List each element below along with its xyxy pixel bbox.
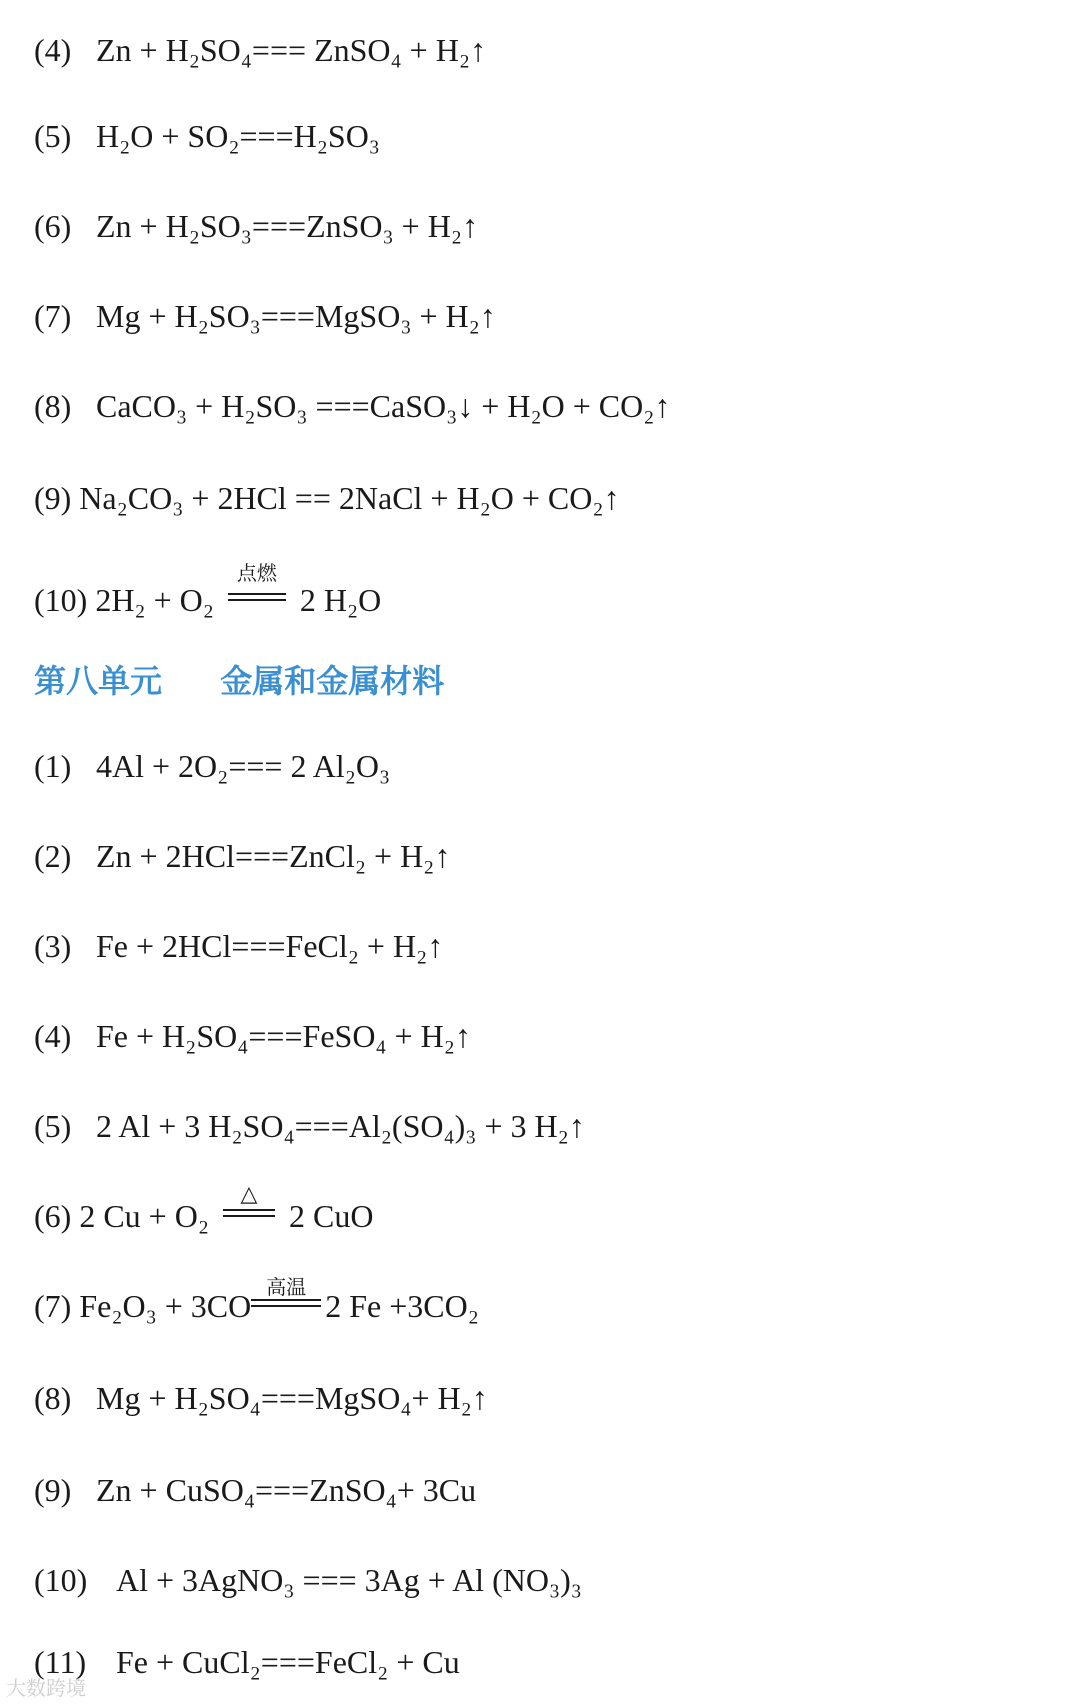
condition-label: 点燃: [236, 561, 277, 585]
equals-bar: [251, 1305, 321, 1307]
unit-label: 第八单元: [34, 662, 163, 700]
equals-bar: [223, 1209, 275, 1211]
equals-bar: [228, 599, 286, 601]
equation-left: Fe₂O₃ + 3CO: [79, 1288, 252, 1324]
equation-line: [34, 116, 380, 156]
equation-line: [34, 1642, 460, 1682]
equation-line: [34, 561, 382, 620]
equation-line: [34, 1182, 374, 1236]
equation-number: (4): [34, 32, 72, 68]
equation-text: Fe + CuCl₂===FeCl₂ + Cu: [116, 1644, 460, 1680]
heat-icon: △: [240, 1182, 258, 1207]
equation-number: (4): [34, 1018, 72, 1054]
equation-line: [34, 30, 486, 70]
equation-text: CaCO₃ + H₂SO₃ ===CaSO₃↓ + H₂O + CO₂↑: [96, 388, 671, 424]
equation-line: [34, 926, 443, 966]
equation-left: 2 Cu + O₂: [79, 1198, 209, 1234]
equation-number: (9): [34, 480, 72, 516]
equation-line: [34, 1560, 582, 1600]
equals-bar: [228, 593, 286, 595]
equation-number: (7): [34, 298, 72, 334]
equation-right: 2 CuO: [288, 1198, 374, 1234]
watermark: 大数跨境: [6, 1676, 86, 1700]
equation-line: [34, 1378, 488, 1418]
equation-text: Zn + H₂SO₃===ZnSO₃ + H₂↑: [96, 208, 478, 244]
equation-text: Zn + 2HCl===ZnCl₂ + H₂↑: [96, 838, 451, 874]
equation-line: [34, 1016, 471, 1056]
reaction-condition: [228, 561, 286, 611]
equation-text: Fe + 2HCl===FeCl₂ + H₂↑: [96, 928, 444, 964]
equation-text: Fe + H₂SO₄===FeSO₄ + H₂↑: [96, 1018, 471, 1054]
reaction-condition: [223, 1182, 275, 1227]
equation-line: [34, 746, 390, 786]
equation-line: [34, 296, 496, 336]
equation-text: Na₂CO₃ + 2HCl == 2NaCl + H₂O + CO₂↑: [79, 480, 620, 516]
equation-number: (10): [34, 582, 88, 618]
section-heading: [34, 656, 444, 702]
equation-text: Zn + H₂SO₄=== ZnSO₄ + H₂↑: [96, 32, 486, 68]
equation-text: 4Al + 2O₂=== 2 Al₂O₃: [96, 748, 391, 784]
equation-line: [34, 1470, 476, 1510]
equation-number: (3): [34, 928, 72, 964]
equals-bar: [223, 1215, 275, 1217]
equation-line: [34, 206, 478, 246]
equation-text: Al + 3AgNO₃ === 3Ag + Al (NO₃)₃: [116, 1562, 582, 1598]
equation-text: Mg + H₂SO₄===MgSO₄+ H₂↑: [96, 1380, 488, 1416]
equation-number: (5): [34, 118, 72, 154]
equation-number: (1): [34, 748, 72, 784]
equation-number: (8): [34, 1380, 72, 1416]
equation-line: [34, 478, 620, 518]
unit-title: 金属和金属材料: [220, 662, 445, 700]
equation-number: (5): [34, 1108, 72, 1144]
equation-left: 2H₂ + O₂: [95, 582, 214, 618]
equation-text: 2 Al + 3 H₂SO₄===Al₂(SO₄)₃ + 3 H₂↑: [96, 1108, 585, 1144]
equation-text: H₂O + SO₂===H₂SO₃: [96, 118, 380, 154]
reaction-condition: [251, 1275, 321, 1317]
equation-number: (9): [34, 1472, 72, 1508]
equation-text: Zn + CuSO₄===ZnSO₄+ 3Cu: [96, 1472, 477, 1508]
equation-right: 2 Fe +3CO₂: [325, 1288, 479, 1324]
equation-line: [34, 386, 670, 426]
equation-number: (2): [34, 838, 72, 874]
equation-line: [34, 836, 450, 876]
equation-number: (10): [34, 1562, 88, 1598]
equation-number: (6): [34, 208, 72, 244]
equals-bar: [251, 1299, 321, 1301]
equation-number: (6): [34, 1198, 72, 1234]
condition-label: 高温: [266, 1275, 307, 1299]
equation-number: (11): [34, 1644, 87, 1680]
equation-number: (8): [34, 388, 72, 424]
equation-text: Mg + H₂SO₃===MgSO₃ + H₂↑: [96, 298, 496, 334]
equation-number: (7): [34, 1288, 72, 1324]
equation-right: 2 H₂O: [299, 582, 382, 618]
equation-line: [34, 1275, 479, 1326]
equation-line: [34, 1106, 585, 1146]
